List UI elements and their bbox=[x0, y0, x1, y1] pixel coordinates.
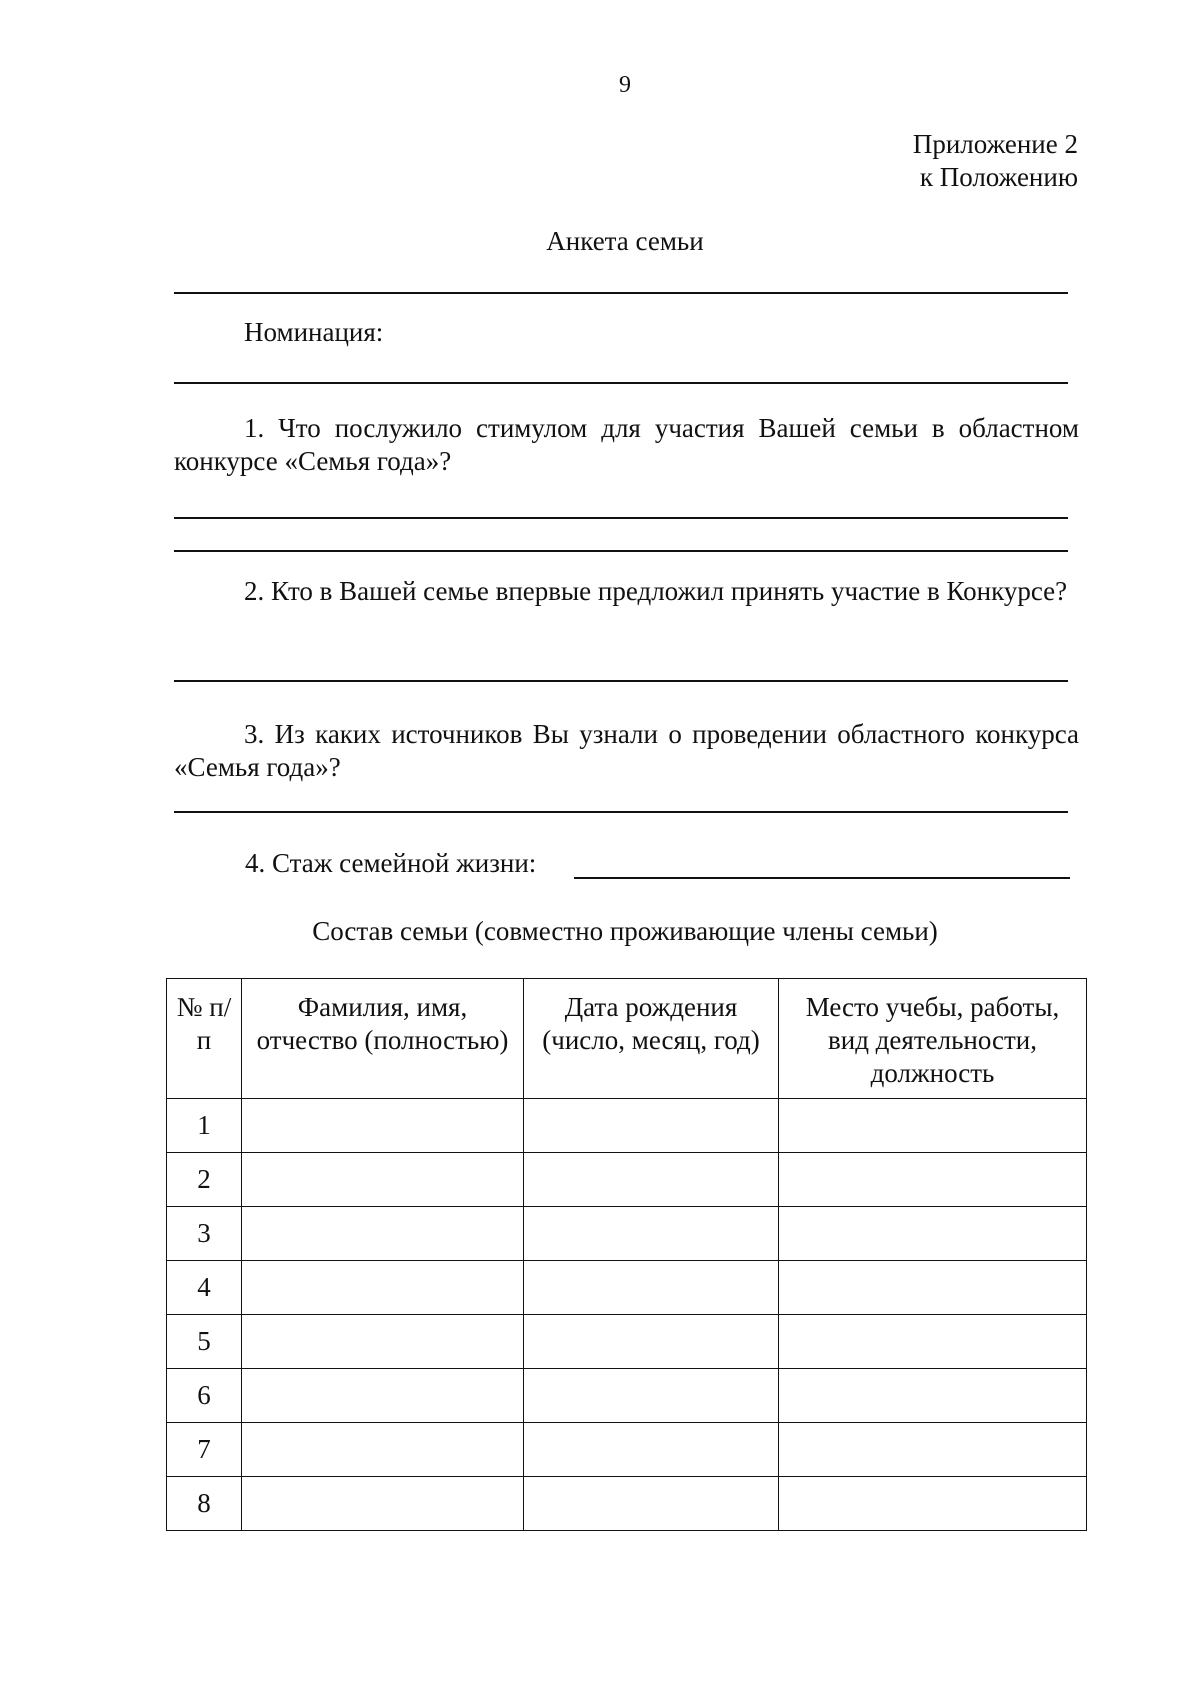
question-1-answer-line-1[interactable] bbox=[174, 517, 1068, 519]
question-1: 1. Что послужило стимулом для участия Вашей семьи в областном конкурсе «Семья года»? bbox=[174, 413, 1079, 476]
occupation-cell[interactable] bbox=[779, 1315, 1087, 1369]
full-name-cell[interactable] bbox=[242, 1423, 524, 1477]
row-number: 3 bbox=[167, 1207, 242, 1261]
table-row bbox=[167, 1477, 1087, 1531]
experience-answer-line[interactable] bbox=[574, 877, 1070, 879]
row-number: 6 bbox=[167, 1369, 242, 1423]
row-number: 8 bbox=[167, 1477, 242, 1531]
page-number: 9 bbox=[619, 72, 631, 98]
table-row bbox=[167, 1261, 1087, 1315]
header-occupation: Место учебы, работы, вид деятельности, должность bbox=[779, 979, 1087, 1099]
question-1-answer-line-2[interactable] bbox=[174, 550, 1068, 552]
table-row bbox=[167, 1315, 1087, 1369]
occupation-cell[interactable] bbox=[779, 1153, 1087, 1207]
question-3: 3. Из каких источников Вы узнали о проведении областного конкурса «Семья года»? bbox=[174, 719, 1079, 782]
question-3-answer-line[interactable] bbox=[174, 811, 1068, 813]
appendix-line-1: Приложение 2 bbox=[912, 129, 1078, 159]
occupation-cell[interactable] bbox=[779, 1477, 1087, 1531]
birth-date-cell[interactable] bbox=[524, 1315, 779, 1369]
full-name-cell[interactable] bbox=[242, 1315, 524, 1369]
row-number: 2 bbox=[167, 1153, 242, 1207]
row-number: 1 bbox=[167, 1099, 242, 1153]
title-answer-line[interactable] bbox=[174, 292, 1068, 294]
occupation-cell[interactable] bbox=[779, 1099, 1087, 1153]
form-title: Анкета семьи bbox=[546, 226, 704, 256]
experience-label: 4. Стаж семейной жизни: bbox=[245, 848, 537, 878]
occupation-cell[interactable] bbox=[779, 1207, 1087, 1261]
full-name-cell[interactable] bbox=[242, 1261, 524, 1315]
header-birth-date: Дата рождения (число, месяц, год) bbox=[524, 979, 779, 1099]
table-header-row bbox=[167, 979, 1087, 1099]
table-row bbox=[167, 1423, 1087, 1477]
birth-date-cell[interactable] bbox=[524, 1099, 779, 1153]
row-number: 5 bbox=[167, 1315, 242, 1369]
full-name-cell[interactable] bbox=[242, 1207, 524, 1261]
full-name-cell[interactable] bbox=[242, 1369, 524, 1423]
header-number: № п/п bbox=[167, 979, 242, 1099]
birth-date-cell[interactable] bbox=[524, 1423, 779, 1477]
nomination-label: Номинация: bbox=[244, 317, 384, 347]
occupation-cell[interactable] bbox=[779, 1423, 1087, 1477]
table-row bbox=[167, 1099, 1087, 1153]
occupation-cell[interactable] bbox=[779, 1261, 1087, 1315]
occupation-cell[interactable] bbox=[779, 1369, 1087, 1423]
appendix-line-2: к Положению bbox=[919, 162, 1078, 192]
row-number: 7 bbox=[167, 1423, 242, 1477]
birth-date-cell[interactable] bbox=[524, 1369, 779, 1423]
family-table-caption: Состав семьи (совместно проживающие члены семьи) bbox=[312, 916, 938, 946]
table-row bbox=[167, 1369, 1087, 1423]
birth-date-cell[interactable] bbox=[524, 1207, 779, 1261]
birth-date-cell[interactable] bbox=[524, 1153, 779, 1207]
birth-date-cell[interactable] bbox=[524, 1477, 779, 1531]
question-2-answer-line[interactable] bbox=[174, 680, 1068, 682]
question-2: 2. Кто в Вашей семье впервые предложил принять участие в Конкурсе? bbox=[244, 576, 1068, 606]
table-row bbox=[167, 1153, 1087, 1207]
nomination-answer-line[interactable] bbox=[174, 382, 1068, 384]
appendix-reference bbox=[913, 128, 1078, 194]
header-full-name: Фамилия, имя, отчество (полностью) bbox=[242, 979, 524, 1099]
table-row bbox=[167, 1207, 1087, 1261]
full-name-cell[interactable] bbox=[242, 1099, 524, 1153]
family-composition-table bbox=[166, 978, 1087, 1531]
row-number: 4 bbox=[167, 1261, 242, 1315]
birth-date-cell[interactable] bbox=[524, 1261, 779, 1315]
full-name-cell[interactable] bbox=[242, 1153, 524, 1207]
full-name-cell[interactable] bbox=[242, 1477, 524, 1531]
